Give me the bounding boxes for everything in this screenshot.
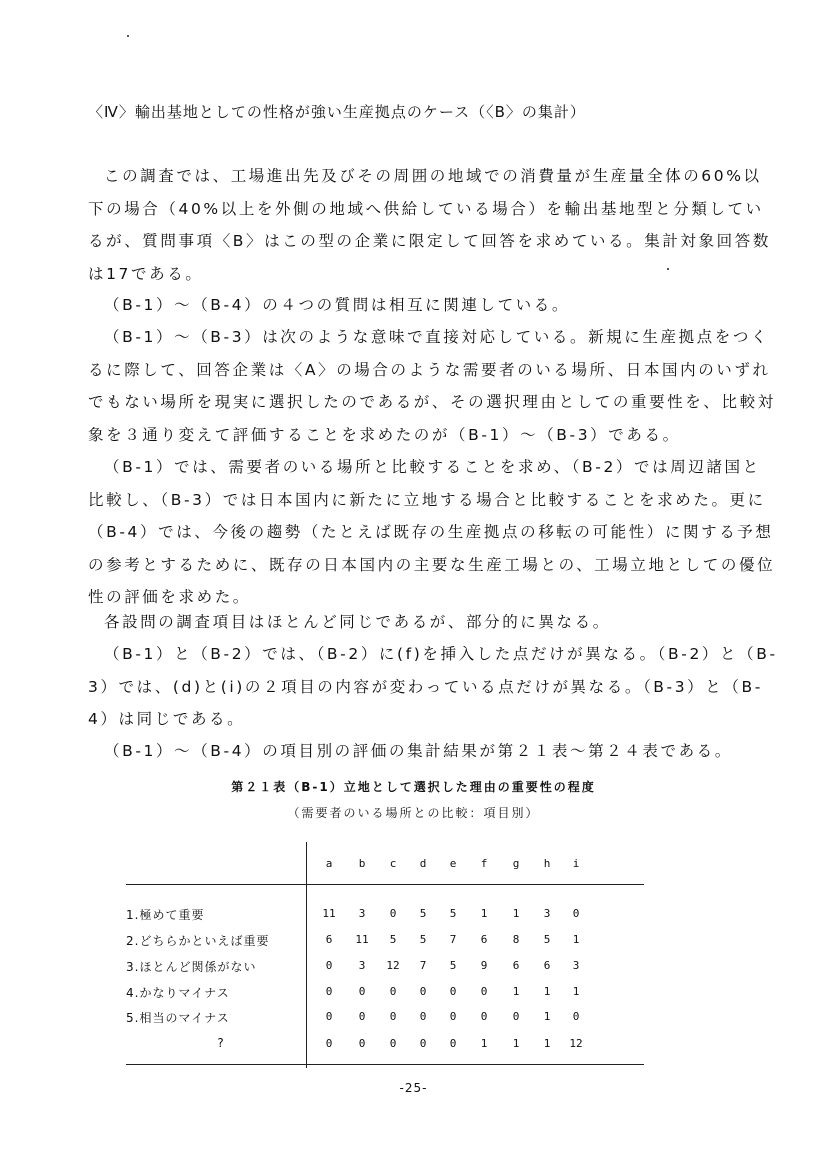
table-cell: 5 bbox=[419, 933, 427, 946]
table-cell: 0 bbox=[325, 959, 333, 972]
table-cell: 6 bbox=[512, 959, 520, 972]
table-row-label: 4.かなりマイナス bbox=[126, 986, 230, 1000]
paragraph-direct-correspondence: （B-1）～（B-3）は次のような意味で直接対応している。新規に生産拠点をつくるに際して、回答企業は〈A〉の場合のような需要者のいる場所、日本国内のいずれでもない場所を現実に選択したのであるが、その選択理由としての重要性を、比較対象を３通り変えて評価することを求めたのが（B-1）～（B-3）である。 bbox=[88, 328, 776, 444]
table-cell: 0 bbox=[480, 1010, 488, 1023]
table-row-label: 5.相当のマイナス bbox=[126, 1011, 230, 1025]
table-cell: 0 bbox=[325, 985, 333, 998]
scan-speck bbox=[667, 268, 669, 270]
table-cell: 0 bbox=[480, 985, 488, 998]
table-cell: 11 bbox=[322, 907, 336, 920]
table-cell: 0 bbox=[572, 907, 580, 920]
table-cell: 5 bbox=[449, 907, 457, 920]
table-cell: 0 bbox=[358, 1037, 366, 1050]
table-cell: 1 bbox=[572, 985, 580, 998]
table-cell: 6 bbox=[543, 959, 551, 972]
column-header: e bbox=[449, 857, 457, 870]
column-header: f bbox=[480, 857, 488, 870]
table-cell: 0 bbox=[389, 1010, 397, 1023]
column-header: i bbox=[572, 857, 580, 870]
table-cell: 0 bbox=[325, 1010, 333, 1023]
table-cell: 6 bbox=[325, 933, 333, 946]
table-cell: 0 bbox=[389, 1037, 397, 1050]
table-cell: 5 bbox=[449, 959, 457, 972]
paragraph-question-differences: （B-1）と（B-2）では、（B-2）に(f)を挿入した点だけが異なる。（B-2）と（B-3）では、(d)と(i)の２項目の内容が変わっている点だけが異なる。（B-3）と（B-4）は同じである。 bbox=[88, 645, 778, 728]
table-cell: 0 bbox=[572, 1010, 580, 1023]
table-cell: 1 bbox=[543, 985, 551, 998]
column-header: d bbox=[419, 857, 427, 870]
table-cell: 7 bbox=[419, 959, 427, 972]
paragraph-question-relation: （B-1）～（B-4）の４つの質問は相互に関連している。 bbox=[104, 296, 570, 314]
table-cell: 12 bbox=[569, 1037, 583, 1050]
column-header: c bbox=[389, 857, 397, 870]
table-cell: 1 bbox=[480, 1037, 488, 1050]
table-cell: 1 bbox=[512, 907, 520, 920]
table-cell: 9 bbox=[480, 959, 488, 972]
table-cell: 0 bbox=[389, 907, 397, 920]
table-cell: 0 bbox=[325, 1037, 333, 1050]
table-cell: 5 bbox=[419, 907, 427, 920]
table-cell: 0 bbox=[389, 985, 397, 998]
table-cell: 0 bbox=[419, 1010, 427, 1023]
table-cell: 5 bbox=[389, 933, 397, 946]
paragraph-item-differences: 各設問の調査項目はほとんど同じであるが、部分的に異なる。 bbox=[104, 613, 611, 631]
table-cell: 12 bbox=[386, 959, 400, 972]
column-header: b bbox=[358, 857, 366, 870]
column-header: a bbox=[325, 857, 333, 870]
table-cell: 3 bbox=[358, 907, 366, 920]
table-cell: 0 bbox=[419, 1037, 427, 1050]
column-header: h bbox=[543, 857, 551, 870]
table-cell: 3 bbox=[358, 959, 366, 972]
table-cell: 0 bbox=[512, 1010, 520, 1023]
table-cell: 7 bbox=[449, 933, 457, 946]
scan-speck bbox=[127, 35, 129, 37]
table-cell: 3 bbox=[543, 907, 551, 920]
column-header: g bbox=[512, 857, 520, 870]
table-header-rule bbox=[126, 884, 644, 885]
page-number: -25- bbox=[399, 1081, 428, 1095]
table-cell: 0 bbox=[358, 985, 366, 998]
table-cell: 5 bbox=[543, 933, 551, 946]
table-row-label: ? bbox=[217, 1036, 225, 1050]
table-cell: 1 bbox=[512, 1037, 520, 1050]
table-cell: 8 bbox=[512, 933, 520, 946]
paragraph-comparison-targets: （B-1）では、需要者のいる場所と比較することを求め、（B-2）では周辺諸国と比較し、（B-3）では日本国内に新たに立地する場合と比較することを求めた。更に（B-4）では、今後の趨勢（たとえば既存の生産拠点の移転の可能性）に関する予想の参考とするために、既存の日本国内の主要な生産工場との、工場立地としての優位性の評価を求めた。 bbox=[88, 458, 776, 606]
table-cell: 1 bbox=[512, 985, 520, 998]
section-heading: 〈Ⅳ〉輸出基地としての性格が強い生産拠点のケース（〈B〉の集計） bbox=[88, 103, 586, 121]
table-cell: 1 bbox=[572, 933, 580, 946]
table-cell: 11 bbox=[355, 933, 369, 946]
table-cell: 0 bbox=[449, 1037, 457, 1050]
table-cell: 0 bbox=[358, 1010, 366, 1023]
table-cell: 3 bbox=[572, 959, 580, 972]
table-cell: 1 bbox=[543, 1010, 551, 1023]
paragraph-table-reference: （B-1）～（B-4）の項目別の評価の集計結果が第２１表～第２４表である。 bbox=[104, 742, 733, 760]
paragraph-survey-definition: この調査では、工場進出先及びその周囲の地域での消費量が生産量全体の60%以下の場合（40%以上を外側の地域へ供給している場合）を輸出基地型と分類しているが、質問事項〈B〉はこの型の企業に限定して回答を求めている。集計対象回答数は17である。 bbox=[88, 167, 771, 283]
table-cell: 1 bbox=[480, 907, 488, 920]
table-vertical-rule bbox=[306, 842, 307, 1068]
table-cell: 1 bbox=[543, 1037, 551, 1050]
table-cell: 0 bbox=[449, 985, 457, 998]
table-title: 第２１表（B-1）立地として選択した理由の重要性の程度 bbox=[231, 780, 596, 794]
table-row-label: 3.ほとんど関係がない bbox=[126, 960, 257, 974]
table-bottom-rule bbox=[126, 1064, 644, 1065]
table-cell: 0 bbox=[419, 985, 427, 998]
table-row-label: 1.極めて重要 bbox=[126, 908, 205, 922]
table-cell: 6 bbox=[480, 933, 488, 946]
table-cell: 0 bbox=[449, 1010, 457, 1023]
table-row-label: 2.どちらかといえば重要 bbox=[126, 934, 270, 948]
table-subtitle: （需要者のいる場所との比較：項目別） bbox=[287, 806, 540, 820]
